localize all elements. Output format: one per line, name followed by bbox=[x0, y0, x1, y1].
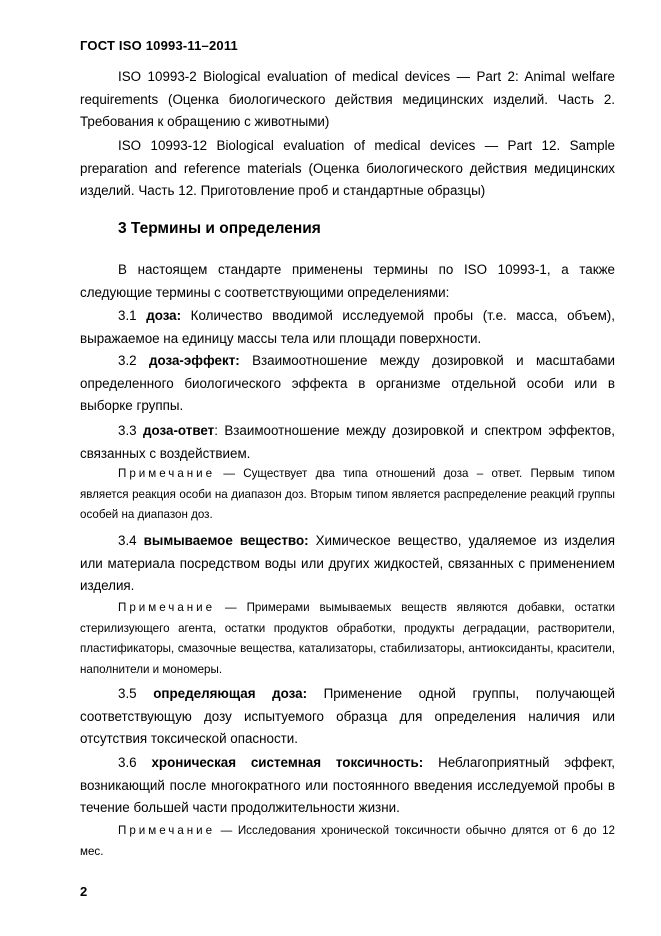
term-number: 3.3 bbox=[118, 423, 137, 438]
term-name: определяющая доза: bbox=[153, 686, 308, 701]
term-definition: Количество вводимой исследуемой пробы (т.е. масса, объем), выражаемое на единицу массы тела или площади поверхности. bbox=[80, 308, 615, 346]
term-name: вымываемое вещество: bbox=[143, 533, 309, 548]
section-title: 3 Термины и определения bbox=[118, 220, 321, 237]
term-number: 3.1 bbox=[118, 308, 137, 323]
term-number: 3.2 bbox=[118, 353, 137, 368]
term-3-2 bbox=[80, 350, 615, 418]
term-name: доза-эффект: bbox=[149, 353, 240, 368]
note-leachables bbox=[80, 598, 615, 680]
note-text: — Исследования хронической токсичности обычно длятся от 6 до 12 мес. bbox=[80, 824, 615, 858]
note-dose-response bbox=[80, 464, 615, 526]
term-definition: Химическое вещество, удаляемое из изделия или материала посредством воды или других жидкостей, связанных с применением изделия. bbox=[80, 533, 615, 593]
reference-iso-10993-2: ISO 10993-2 Biological evaluation of medical devices — Part 2: Animal welfare requirements (Оценка биологического действия медицинских изделий. Часть 2. Требования к обращению с животными) bbox=[80, 69, 615, 129]
term-3-4 bbox=[80, 530, 615, 598]
term-3-1 bbox=[80, 305, 615, 350]
term-3-3 bbox=[80, 420, 615, 465]
note-text: — Примерами вымываемых веществ являются добавки, остатки стерилизующего агента, остатки продуктов обработки, продукты деградации, растворители, пластификаторы, смазочные вещества, катализаторы, стабилизаторы, антиоксиданты, красители, наполнители и мономеры. bbox=[80, 601, 615, 676]
note-label: Примечание bbox=[118, 601, 216, 614]
note-label: Примечание bbox=[118, 467, 216, 480]
note-label: Примечание bbox=[118, 824, 216, 837]
term-definition: Применение одной группы, получающей соответствующую дозу испытуемого образца для определения наличия или отсутствия токсической опасности. bbox=[80, 686, 615, 746]
page-number: 2 bbox=[80, 884, 88, 899]
term-definition: Взаимоотношение между дозировкой и масштабами определенного биологического эффекта в организме отдельной особи или в выборке группы. bbox=[80, 353, 615, 413]
note-text: — Существует два типа отношений доза – ответ. Первым типом является реакция особи на диапазон доз. Вторым типом является распределение реакций группы особей на диапазон доз. bbox=[80, 467, 615, 521]
term-definition: : Взаимоотношение между дозировкой и спектром эффектов, связанных с воздействием. bbox=[80, 423, 615, 461]
reference-iso-10993-12: ISO 10993-12 Biological evaluation of medical devices — Part 12. Sample preparation and reference materials (Оценка биологического действия медицинских изделий. Часть 12. Приготовление проб и стандартные образцы) bbox=[80, 138, 615, 198]
note-chronic-toxicity bbox=[80, 821, 615, 862]
term-number: 3.4 bbox=[118, 533, 137, 548]
term-3-6 bbox=[80, 752, 615, 820]
standard-header: ГОСТ ISO 10993-11–2011 bbox=[80, 38, 238, 53]
term-name: хроническая системная токсичность: bbox=[151, 755, 424, 770]
term-name: доза: bbox=[146, 308, 182, 323]
section-intro: В настоящем стандарте применены термины по ISO 10993-1, а также следующие термины с соответствующими определениями: bbox=[80, 262, 615, 300]
term-number: 3.6 bbox=[118, 755, 137, 770]
term-name: доза-ответ bbox=[143, 423, 215, 438]
term-definition: Неблагоприятный эффект, возникающий после многократного или постоянного введения исследуемой пробы в течение большей части продолжительности жизни. bbox=[80, 755, 615, 815]
term-3-5 bbox=[80, 683, 615, 751]
term-number: 3.5 bbox=[118, 686, 137, 701]
